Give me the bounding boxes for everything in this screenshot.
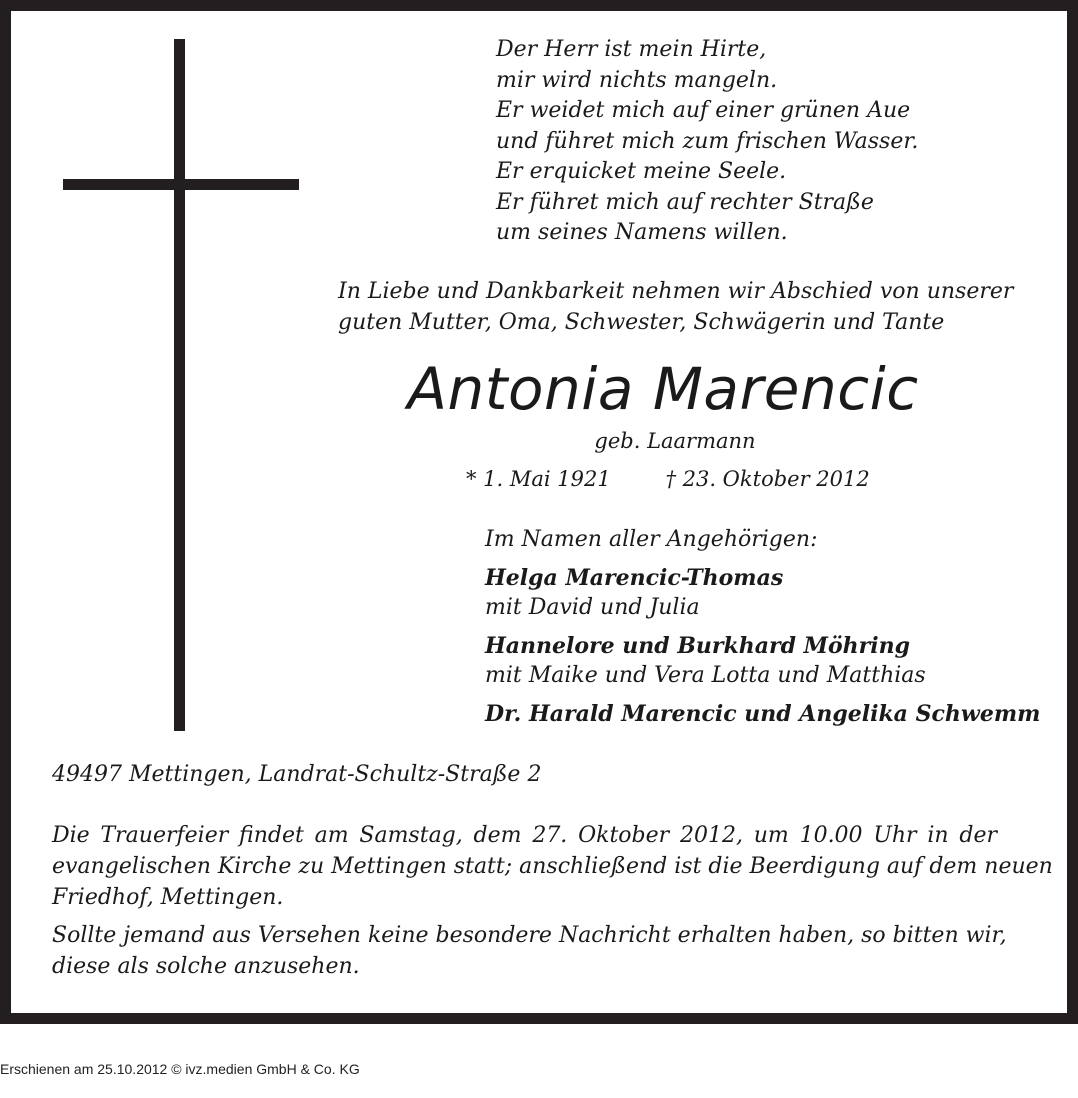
notice-line: diese als solche anzusehen. <box>52 954 360 979</box>
deceased-name: Antonia Marencic <box>407 355 919 423</box>
psalm-verse <box>496 35 918 249</box>
farewell-line: In Liebe und Dankbarkeit nehmen wir Abschied von unserer <box>338 279 1014 304</box>
farewell-line: guten Mutter, Oma, Schwester, Schwägerin und Tante <box>338 309 945 335</box>
family-list <box>485 525 1040 729</box>
family-address: 49497 Mettingen, Landrat-Schultz-Straße 2 <box>52 762 542 787</box>
family-member: Hannelore und Burkhard Möhring <box>485 633 910 659</box>
family-intro: Im Namen aller Angehörigen: <box>485 527 818 552</box>
psalm-line: mir wird nichts mangeln. <box>496 67 778 93</box>
life-dates <box>466 464 870 494</box>
notice-line: Sollte jemand aus Versehen keine besondere Nachricht erhalten haben, so bitten wir, <box>52 923 1007 948</box>
psalm-line: um seines Namens willen. <box>496 220 788 245</box>
family-member: Dr. Harald Marencic und Angelika Schwemm <box>485 701 1041 727</box>
birth-date: * 1. Mai 1921 <box>466 467 611 491</box>
psalm-line: und führet mich zum frischen Wasser. <box>496 128 919 154</box>
funeral-service-info <box>52 820 1053 982</box>
psalm-line: Er weidet mich auf einer grünen Aue <box>496 98 911 123</box>
family-member-sub: mit David und Julia <box>485 595 700 620</box>
maiden-name: geb. Laarmann <box>594 429 756 453</box>
cross-icon-bar <box>63 179 299 190</box>
publication-footer: Erschienen am 25.10.2012 © ivz.medien GmbH & Co. KG <box>0 1061 360 1077</box>
psalm-line: Er erquicket meine Seele. <box>496 159 787 184</box>
family-member: Helga Marencic-Thomas <box>485 565 784 591</box>
death-date: † 23. Oktober 2012 <box>665 467 870 491</box>
family-member-sub: mit Maike und Vera Lotta und Matthias <box>485 663 926 688</box>
psalm-line: Der Herr ist mein Hirte, <box>496 37 767 62</box>
psalm-line: Er führet mich auf rechter Straße <box>496 189 874 215</box>
service-line: evangelischen Kirche zu Mettingen statt; anschließend ist die Beerdigung auf dem neuen <box>52 854 1053 879</box>
farewell-text <box>338 277 1014 338</box>
service-line: Die Trauerfeier findet am Samstag, dem 27. Oktober 2012, um 10.00 Uhr in der <box>52 823 997 848</box>
service-line: Friedhof, Mettingen. <box>52 885 284 910</box>
